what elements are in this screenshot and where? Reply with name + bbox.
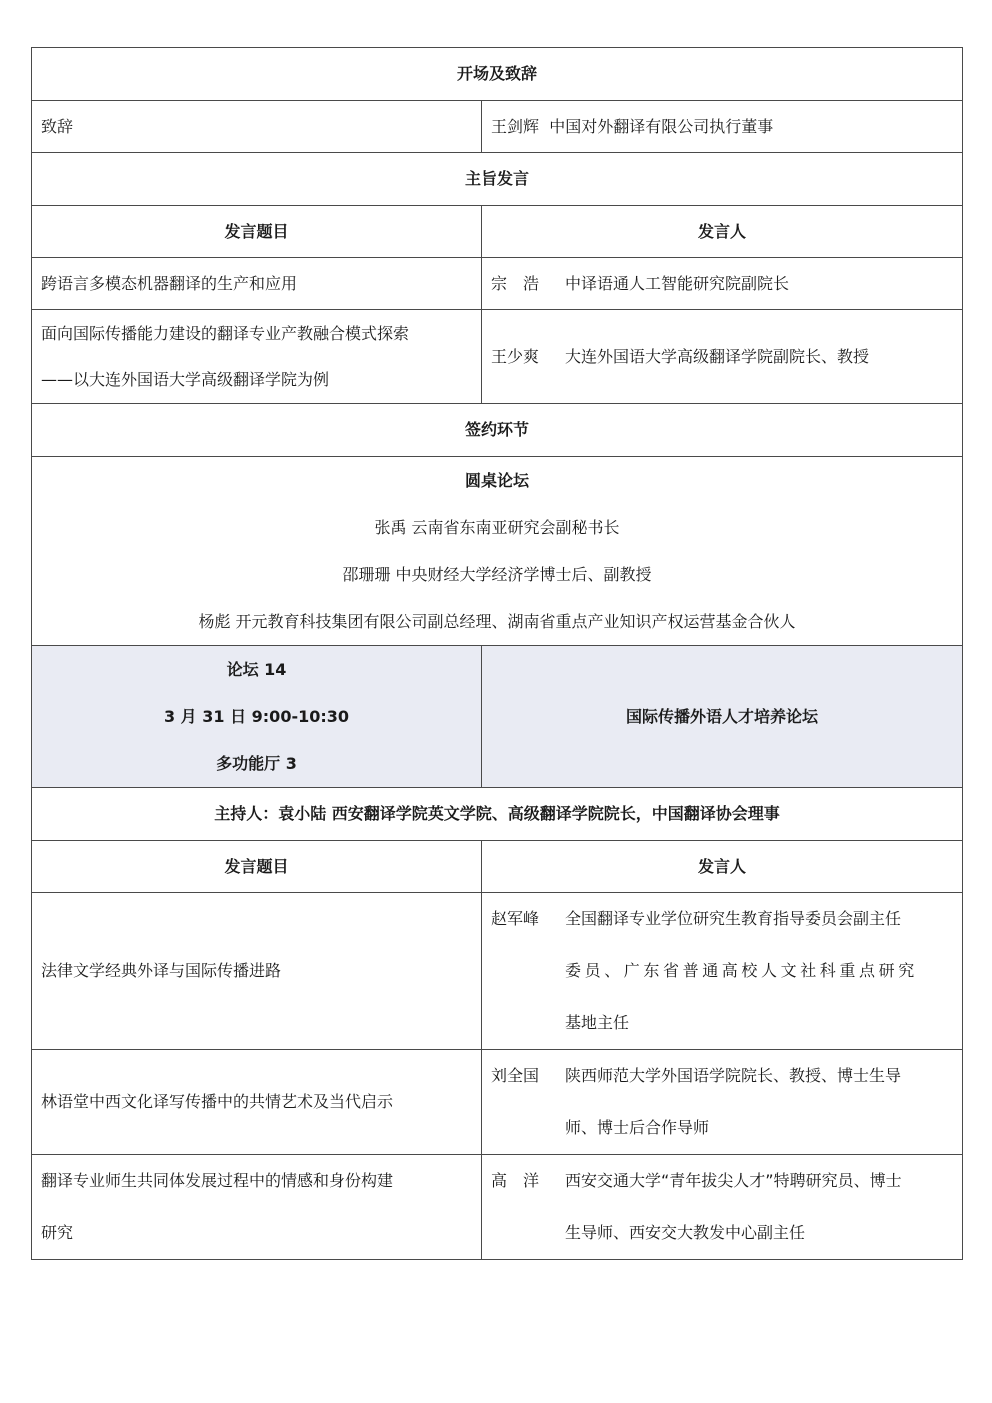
speaker-name: 刘全国 (491, 1066, 540, 1085)
topic-cell: 林语堂中西文化译写传播中的共情艺术及当代启示 (32, 1050, 482, 1155)
speaker-name: 王少爽 (491, 346, 540, 366)
speaker-title (565, 893, 953, 1049)
roundtable-title: 圆桌论坛 (465, 471, 530, 490)
title-line: 基地主任 (565, 1013, 630, 1032)
forum-host: 主持人：袁小陆 西安翻译学院英文学院、高级翻译学院院长，中国翻译协会理事 (32, 788, 963, 841)
title-line: 委员、广东省普通高校人文社科重点研究 (565, 961, 918, 980)
section-signing: 签约环节 (32, 404, 963, 457)
header-topic: 发言题目 (32, 206, 482, 258)
forum-info-cell (32, 646, 482, 788)
section-row (32, 153, 963, 206)
roundtable-person: 杨彪 开元教育科技集团有限公司副总经理、湖南省重点产业知识产权运营基金合伙人 (198, 612, 796, 631)
topic-line: ——以大连外国语大学高级翻译学院为例 (41, 369, 330, 389)
opening-speaker-cell (482, 101, 963, 153)
title-line: 陕西师范大学外国语学院院长、教授、博士生导 (565, 1066, 902, 1085)
speaker-cell (482, 310, 963, 404)
header-row (32, 206, 963, 258)
speaker-title (565, 1155, 953, 1259)
speaker-title: 中国对外翻译有限公司执行董事 (549, 116, 774, 136)
speaker-cell (482, 1155, 963, 1260)
roundtable-person: 邵珊珊 中央财经大学经济学博士后、副教授 (342, 565, 652, 584)
speaker-cell (482, 258, 963, 310)
table-row (32, 1155, 963, 1260)
title-line: 师、博士后合作导师 (565, 1118, 710, 1137)
table-row (32, 101, 963, 153)
speaker-name: 王剑辉 (491, 116, 540, 136)
speaker-cell (482, 893, 963, 1050)
header-speaker: 发言人 (482, 841, 963, 893)
opening-label: 致辞 (32, 101, 482, 153)
topic-cell (32, 310, 482, 404)
table-row (32, 1050, 963, 1155)
title-line: 西安交通大学“青年拔尖人才”特聘研究员、博士 (565, 1171, 902, 1190)
forum-time: 3 月 31 日 9:00-10:30 (163, 707, 350, 726)
roundtable-row (32, 457, 963, 646)
title-line: 生导师、西安交大教发中心副主任 (565, 1223, 806, 1242)
roundtable-cell (32, 457, 963, 646)
topic-line: 研究 (41, 1223, 74, 1242)
speaker-name: 宗 浩 (491, 273, 540, 293)
title-line: 全国翻译专业学位研究生教育指导委员会副主任 (565, 909, 902, 928)
roundtable-person: 张禹 云南省东南亚研究会副秘书长 (374, 518, 620, 537)
host-row (32, 788, 963, 841)
topic-cell: 跨语言多模态机器翻译的生产和应用 (32, 258, 482, 310)
topic-cell (32, 1155, 482, 1260)
table-row (32, 258, 963, 310)
speaker-name: 赵军峰 (491, 909, 540, 928)
forum-info-row (32, 646, 963, 788)
schedule-table (31, 47, 963, 1260)
header-speaker: 发言人 (482, 206, 963, 258)
forum-name: 国际传播外语人才培养论坛 (482, 646, 963, 788)
section-row (32, 48, 963, 101)
section-keynote: 主旨发言 (32, 153, 963, 206)
topic-line: 翻译专业师生共同体发展过程中的情感和身份构建 (41, 1171, 394, 1190)
forum-venue: 多功能厅 3 (216, 754, 297, 773)
topic-line: 面向国际传播能力建设的翻译专业产教融合模式探索 (41, 323, 410, 343)
speaker-name: 高 洋 (491, 1171, 540, 1190)
table-row (32, 893, 963, 1050)
header-topic: 发言题目 (32, 841, 482, 893)
forum-number: 论坛 14 (226, 660, 287, 679)
speaker-cell (482, 1050, 963, 1155)
speaker-title: 中译语通人工智能研究院副院长 (565, 273, 790, 293)
topic-cell: 法律文学经典外译与国际传播进路 (32, 893, 482, 1050)
table-row (32, 310, 963, 404)
header-row (32, 841, 963, 893)
speaker-title (565, 1050, 953, 1154)
speaker-title: 大连外国语大学高级翻译学院副院长、教授 (565, 346, 870, 366)
section-row (32, 404, 963, 457)
section-opening: 开场及致辞 (32, 48, 963, 101)
